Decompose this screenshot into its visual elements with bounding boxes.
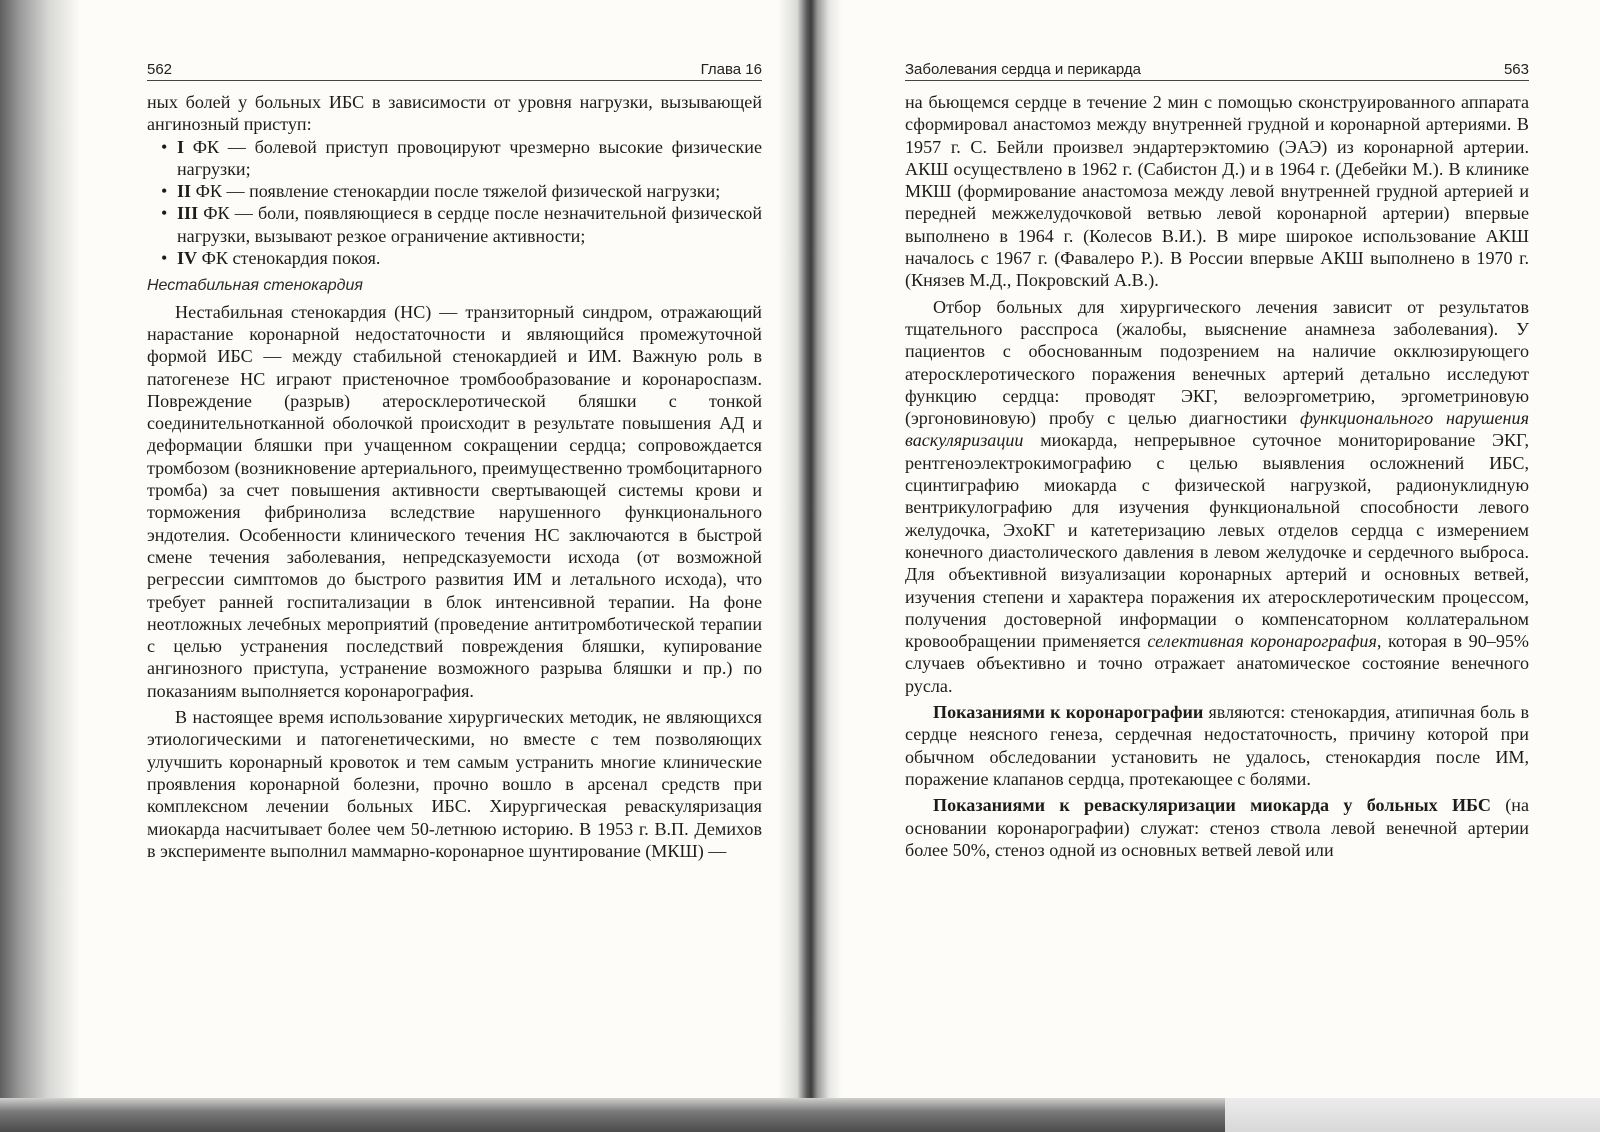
section-subheading: Нестабильная стенокардия [147, 277, 363, 295]
emphasis-text: функционального нарушения васкуляризации [905, 408, 1529, 451]
fk-list [147, 136, 762, 270]
fk-intro: ных болей у больных ИБС в зависимости от уровня нагрузки, вызывающей ангинозный приступ: [147, 92, 762, 135]
paragraph-unstable-angina: Нестабильная стенокардия (НС) — транзиторный синдром, отражающий нарастание коронарной недостаточности и являющийся промежуточной формой ИБС — между стабильной стенокардией и ИМ. Важную роль в патогенезе НС играют пристеночное тромбообразование и коронароспазм. Повреждение (разрыв) атеросклеротической бляшки с тонкой соединительнотканной оболочкой происходит в результате повышения АД и деформации бляшки при учащенном сокращении сердца; сопровождается тромбозом (возникновение артериального, преимущественно тромбоцитарного тромба) за счет повышения активности свертывающей системы крови и торможения фибринолиза вследствие нарушенного функционального эндотелия. Особенности клинического течения НС заключаются в быстрой смене течения заболевания, непредсказуемости исхода (от возможной регрессии симптомов до быстрого развития ИМ и летального исхода), что требует ранней госпитализации в блок интенсивной терапии. На фоне неотложных лечебных мероприятий (проведение антитромботической терапии с целью устранения последствий повреждения бляшки, купирование ангинозного приступа, устранение возможного разрыва бляшки и пр.) по показаниям выполняется коронарография. [147, 301, 762, 701]
right-page-number: 563 [1503, 61, 1529, 78]
left-page-body [147, 91, 762, 862]
fk-item-3: • III ФК — боли, появляющиеся в сердце после незначительной физической нагрузки, вызывают резкое ограничение активности; [177, 202, 762, 247]
right-page-body [905, 91, 1529, 861]
left-page [147, 52, 762, 862]
right-running-head: Заболевания сердца и перикарда [905, 61, 1141, 78]
paragraph-history: на бьющемся сердце в течение 2 мин с помощью сконструированного аппарата сформировал анастомоз между внутренней грудной и коронарной артериями. В 1957 г. С. Бейли произвел эндартерэктомию (ЭАЭ) из коронарной артерии. АКШ осуществлено в 1962 г. (Сабистон Д.) и в 1964 г. (Дебейки М.). В клинике МКШ (формирование анастомоза между левой внутренней грудной артерией и передней межжелудочковой ветвью левой коронарной артерии) впервые выполнено в 1964 г. (Колесов В.И.). В мире широкое использование АКШ началось с 1967 г. (Фавалеро Р.). В России впервые АКШ выполнено в 1970 г. (Князев М.Д., Покровский А.В.). [905, 92, 1529, 291]
left-running-header [147, 52, 762, 81]
paragraph-patient-selection: Отбор больных для хирургического лечения зависит от результатов тщательного расспроса (жалобы, выяснение анамнеза заболевания). У пациентов с обоснованным подозрением на наличие окклюзирующего атеросклеротического поражения венечных артерий детально исследуют функцию сердца: проводят ЭКГ, велоэргометрию, эргометриновую (эргоновиновую) пробу с целью диагностики функционального нарушения васкуляризации миокарда, непрерывное суточное мониторирование ЭКГ, рентгеноэлектрокимографию с целью выявления осложнений ИБС, сцинтиграфию миокарда с физической нагрузкой, радионуклидную вентрикулографию для изучения функциональной способности левого желудочка, ЭхоКГ и катетеризацию левых отделов сердца с измерением конечного диастолического давления в левом желудочке и сердечного выброса. Для объективной визуализации коронарных артерий и основных ветвей, изучения степени и характера поражения их атеросклеротическим процессом, получения достоверной информации о компенсаторном коллатеральном кровообращении применяется селективная коронарография, которая в 90–95% случаев объективно и точно отражает анатомическое состояние венечного русла. [905, 296, 1529, 696]
scan-bottom-edge [0, 1098, 1600, 1132]
fk-item-1: • I ФК — болевой приступ провоцируют чрезмерно высокие физические нагрузки; [177, 136, 762, 181]
right-page [905, 52, 1529, 861]
paragraph-surgery: В настоящее время использование хирургических методик, не являющихся этиологическими и патогенетическими, но вместе с тем позволяющих улучшить коронарный кровоток и тем самым устранить многие клинические проявления коронарной болезни, прочно вошло в арсенал средств при комплексном лечении больных ИБС. Хирургическая реваскуляризация миокарда насчитывает более чем 50-летнюю историю. В 1953 г. В.П. Демихов в эксперименте выполнил маммарно-коронарное шунтирование (МКШ) — [147, 707, 762, 861]
book-edge-shadow [0, 0, 80, 1132]
emphasis-text: селективная коронарография [1147, 631, 1377, 652]
left-running-head: Глава 16 [700, 61, 762, 78]
paragraph-coronarography-indications: Показаниями к коронарографии являются: стенокардия, атипичная боль в сердце неясного генеза, сердечная недостаточность, причину которой при обычном обследовании установить не удалось, стенокардия после ИМ, поражение клапанов сердца, протекающее с болями. [905, 702, 1529, 789]
right-running-header [905, 52, 1529, 81]
fk-item-2: • II ФК — появление стенокардии после тяжелой физической нагрузки; [177, 180, 762, 202]
paragraph-revascularization-indications: Показаниями к реваскуляризации миокарда у больных ИБС (на основании коронарографии) служат: стеноз ствола левой венечной артерии более 50%, стеноз одной из основных ветвей левой или [905, 795, 1529, 860]
book-gutter [778, 0, 842, 1132]
left-page-number: 562 [147, 61, 173, 78]
fk-item-4: • IV ФК стенокардия покоя. [177, 247, 762, 269]
